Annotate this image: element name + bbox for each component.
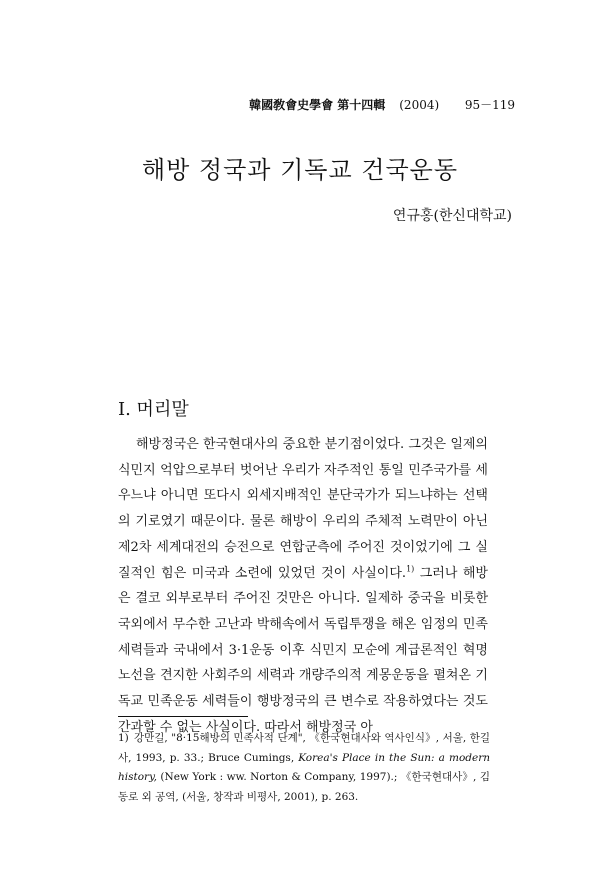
footnote-text-part2: (New York : ww. Norton & Company, 1997).; 《한국현대사》, 김동로 외 공역, (서울, 창작과 비평사, 2001), p. 263. — [118, 771, 490, 803]
footnote-divider — [118, 716, 248, 717]
section-heading: I. 머리말 — [118, 399, 189, 420]
footnote — [118, 729, 490, 807]
footnote-reference[interactable]: 1) — [406, 564, 415, 574]
footnote-number: 1) — [118, 732, 129, 744]
running-header — [249, 96, 515, 113]
footnote-text-part1: 강만길, "8·15해방의 민족사적 단계", 《한국현대사와 역사인식》, 서울, 한길사, 1993, p. 33.; Bruce Cumings, — [118, 732, 490, 764]
body-text-part1: 해방정국은 한국현대사의 중요한 분기점이었다. 그것은 일제의 식민지 억압으로부터 벗어난 우리가 자주적인 통일 민주국가를 세우느냐 아니면 또다시 외세지배적인 분단국가가 되느냐하는 선택의 기로였기 때문이다. 물론 해방이 우리의 주체적 노력만이 아닌 제2차 세계대전의 승전으로 연합군측에 주어진 것이었기에 그 실질적인 힘은 미국과 소련에 있었던 것이 사실이다. — [118, 437, 488, 581]
author-affiliation: 연규홍(한신대학교) — [392, 208, 512, 224]
footnote-book-title: Korea's Place in the Sun: a modern history, — [118, 751, 490, 783]
body-text-part2: 그러나 해방은 결코 외부로부터 주어진 것만은 아니다. 일제하 중국을 비롯한 국외에서 무수한 고난과 박해속에서 독립투쟁을 해온 임정의 민족세력들과 국내에서 3·1운동 이후 식민지 모순에 계급론적인 혁명노선을 견지한 사회주의 세력과 개량주의적 계몽운동을 펼쳐온 기독교 민족운동 세력들이 행방정국의 큰 변수로 작용하였다는 것도 간과할 수 없는 사실이다. 따라서 해방정국 아 — [118, 565, 488, 735]
body-paragraph — [118, 432, 488, 740]
article-title: 해방 정국과 기독교 건국운동 — [141, 156, 459, 184]
body-text — [118, 432, 488, 740]
journal-year: (2004) — [399, 98, 440, 112]
journal-name: 韓國敎會史學會 第十四輯 — [249, 98, 386, 112]
page-range: 95－119 — [464, 98, 515, 112]
footnote-text — [118, 732, 490, 803]
